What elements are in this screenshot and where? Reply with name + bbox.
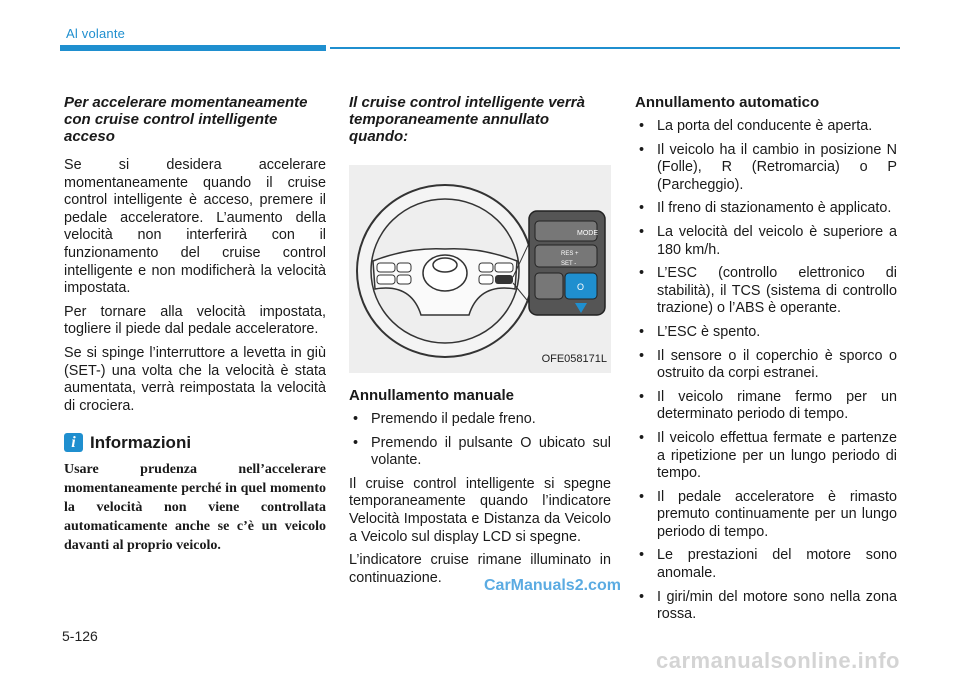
info-header — [64, 433, 326, 452]
col1-paragraph: Per tornare alla velocità impostata, togliere il piede dal pedale acceleratore. — [64, 303, 326, 338]
info-icon: i — [64, 433, 83, 452]
list-item: • Il veicolo effettua fermate e partenze a ripetizione per un lungo periodo di tempo. — [635, 430, 897, 483]
inset-res-label: RES + — [561, 251, 579, 257]
steering-wheel-figure — [349, 165, 611, 373]
watermark-corner: carmanualsonline.info — [656, 648, 900, 673]
auto-cancel-heading: Annullamento automatico — [635, 94, 820, 111]
figure-caption: OFE058171L — [541, 353, 607, 366]
inset-set-label: SET - — [561, 261, 577, 267]
inset-cancel-label: O — [577, 282, 585, 292]
info-title: Informazioni — [90, 433, 192, 453]
header-bar-thin — [330, 47, 900, 49]
list-item: • L’ESC è spento. — [635, 324, 897, 342]
column-2 — [349, 94, 611, 593]
column-1 — [64, 94, 326, 555]
page-number: 5-126 — [62, 628, 98, 644]
list-item: • La porta del conducente è aperta. — [635, 118, 897, 136]
list-item: • Il sensore o il coperchio è sporco o ostruito da corpi estranei. — [635, 348, 897, 383]
inset-mode-label: MODE — [577, 230, 598, 237]
col2-paragraph: L’indicatore cruise rimane illuminato in continuazione. — [349, 552, 611, 586]
manual-cancel-heading: Annullamento manuale — [349, 387, 515, 404]
list-item: • Le prestazioni del motore sono anomale. — [635, 547, 897, 582]
list-item: • La velocità del veicolo è superiore a 180 km/h. — [635, 224, 897, 259]
list-item: • Il freno di stazionamento è applicato. — [635, 200, 897, 218]
auto-cancel-list — [635, 118, 897, 624]
list-item: • L’ESC (controllo elettronico di stabilità), il TCS (sistema di controllo trazione) o l’ABS è operante. — [635, 265, 897, 318]
col2-heading: Il cruise control intelligente verrà temporaneamente annullato quando: — [349, 94, 585, 145]
list-item: • Il veicolo ha il cambio in posizione N (Folle), R (Retromarcia) o P (Parcheggio). — [635, 142, 897, 195]
list-item: • Il veicolo rimane fermo per un determinato periodo di tempo. — [635, 389, 897, 424]
col1-paragraph: Se si desidera accelerare momentaneamente quando il cruise control intelligente è acceso, premere il pedale acceleratore. L’aumento della velocità non interferirà con il funzionamento del cruise control intelligente e non modificherà la velocità impostata. — [64, 157, 326, 297]
watermark-link[interactable]: CarManuals2.com — [484, 577, 621, 594]
col1-paragraph: Se si spinge l’interruttore a levetta in giù (SET-) una volta che la velocità è stata aumentata, verrà reimpostata la velocità di crociera. — [64, 344, 326, 414]
info-body: Usare prudenza nell’accelerare momentaneamente perché in quel momento la velocità non viene controllata automaticamente anche se c’è un veicolo davanti al proprio veicolo. — [64, 462, 326, 554]
col1-heading: Per accelerare momentaneamente con cruise control intelligente acceso — [64, 94, 308, 145]
list-item: • Il pedale acceleratore è rimasto premuto continuamente per un lungo periodo di tempo. — [635, 489, 897, 542]
section-title: Al volante — [66, 26, 126, 41]
manual-cancel-list — [349, 411, 611, 470]
steering-wheel-illustration — [349, 165, 611, 373]
list-item: • Premendo il pulsante O ubicato sul volante. — [349, 435, 611, 470]
col2-paragraph: Il cruise control intelligente si spegne temporaneamente quando l’indicatore Velocità Impostata e Distanza da Veicolo a Veicolo sul display LCD si spegne. — [349, 475, 611, 545]
column-3 — [635, 94, 897, 630]
header-bar-thick — [60, 45, 326, 51]
list-item: • Premendo il pedale freno. — [349, 411, 611, 429]
list-item: • I giri/min del motore sono nella zona rossa. — [635, 589, 897, 624]
